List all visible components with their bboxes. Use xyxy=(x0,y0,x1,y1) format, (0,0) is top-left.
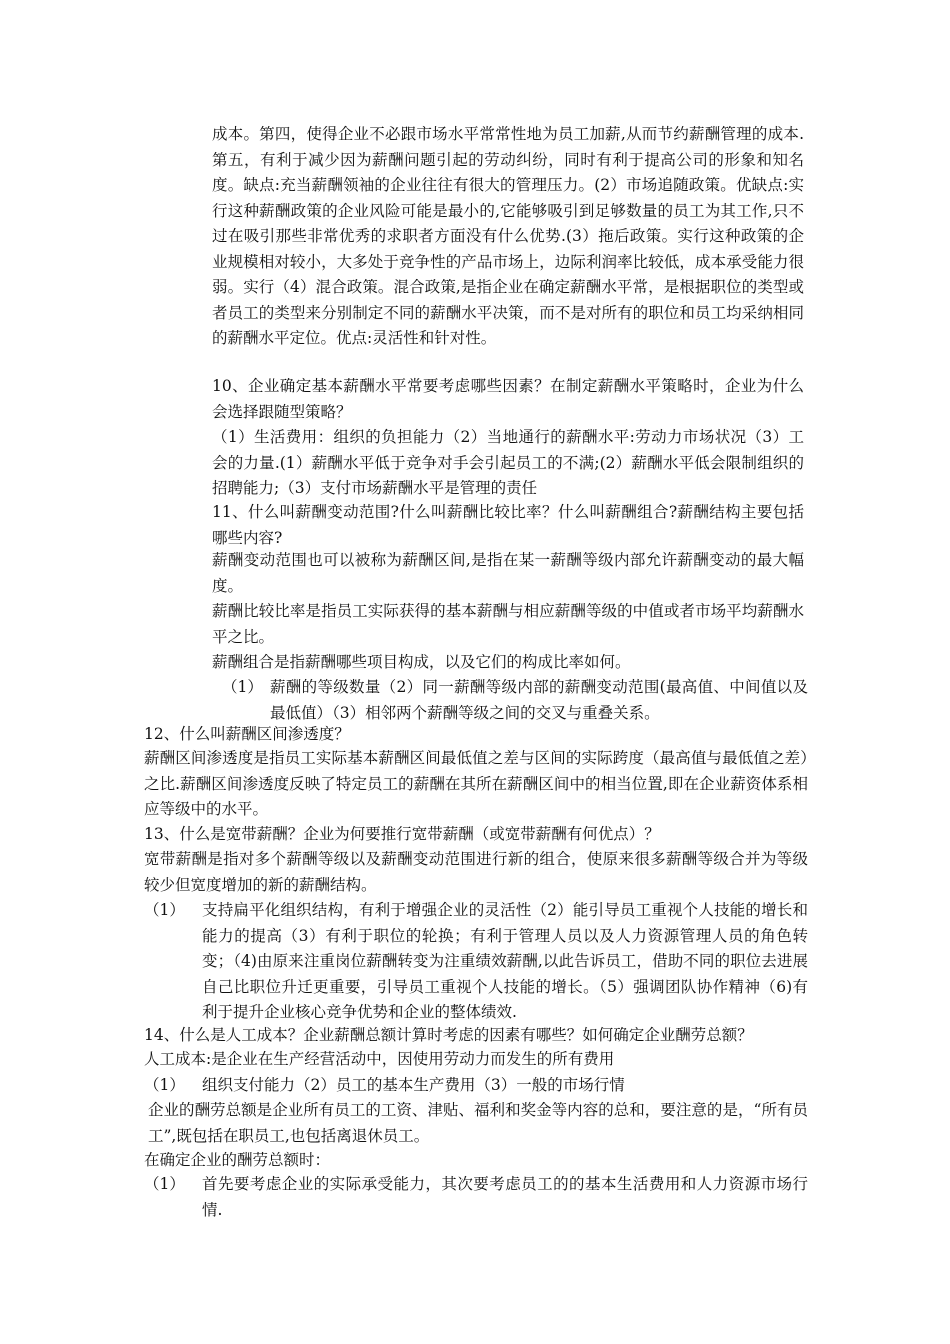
question-11: 11、什么叫薪酬变动范围?什么叫薪酬比较比率？什么叫薪酬组合?薪酬结构主要包括哪些内容? xyxy=(212,503,804,547)
answer-12: 薪酬区间渗透度是指员工实际基本薪酬区间最低值之差与区间的实际跨度（最高值与最低值之差）之比.薪酬区间渗透度反映了特定员工的薪酬在其所在薪酬区间中的相当位置,即在企业薪资体系相应等级中的水平。 xyxy=(144,749,808,818)
answer-14-list-item-1 xyxy=(144,1073,808,1099)
answer-13: 宽带薪酬是指对多个薪酬等级以及薪酬变动范围进行新的组合，使原来很多薪酬等级合并为等级较少但宽度增加的新的薪酬结构。 xyxy=(144,850,808,894)
question-13: 13、什么是宽带薪酬？企业为何要推行宽带薪酬（或宽带薪酬有何优点）？ xyxy=(144,825,660,843)
answer-14-total-pay: 企业的酬劳总额是企业所有员工的工资、津贴、福利和奖金等内容的总和，要注意的是，“所有员工”,既包括在职员工,也包括离退休员工。 xyxy=(148,1101,808,1145)
question-10: 10、企业确定基本薪酬水平常要考虑哪些因素？在制定薪酬水平策略时，企业为什么会选择跟随型策略？ xyxy=(212,377,804,421)
list-marker: （1） xyxy=(144,1076,185,1094)
list-marker: （1） xyxy=(144,1175,185,1193)
answer-13-list-item xyxy=(144,898,808,1026)
answer-14-list-item-2 xyxy=(144,1172,808,1224)
list-marker: （1） xyxy=(222,678,263,696)
list-marker: （1） xyxy=(144,901,185,919)
list-item-text: 薪酬的等级数量（2）同一薪酬等级内部的薪酬变动范围(最高值、中间值以及最低值）（3）相邻两个薪酬等级之间的交叉与重叠关系。 xyxy=(270,678,808,722)
answer-11-pay-range: 薪酬变动范围也可以被称为薪酬区间,是指在某一薪酬等级内部允许薪酬变动的最大幅度。 xyxy=(212,551,804,595)
question-12: 12、什么叫薪酬区间渗透度？ xyxy=(144,725,350,743)
answer-11-compa-ratio: 薪酬比较比率是指员工实际获得的基本薪酬与相应薪酬等级的中值或者市场平均薪酬水平之比。 xyxy=(212,602,804,646)
answer-11-list-item xyxy=(222,675,808,727)
answer-10: （1）生活费用：组织的负担能力（2）当地通行的薪酬水平:劳动力市场状况（3）工会的力量.(1）薪酬水平低于竞争对手会引起员工的不满;(2）薪酬水平低会限制组织的招聘能力;（3）支付市场薪酬水平是管理的责任 xyxy=(212,428,804,497)
answer-14-labor-cost: 人工成本:是企业在生产经营活动中，因使用劳动力而发生的所有费用 xyxy=(144,1050,615,1068)
paragraph-pay-policy-continued: 成本。第四，使得企业不必跟市场水平常常性地为员工加薪,从而节约薪酬管理的成本.第五，有利于减少因为薪酬问题引起的劳动纠纷，同时有利于提高公司的形象和知名度。缺点:充当薪酬领袖的企业往往有很大的管理压力。(2）市场追随政策。优缺点:实行这种薪酬政策的企业风险可能是最小的,它能够吸引到足够数量的员工为其工作,只不过在吸引那些非常优秀的求职者方面没有什么优势.(3）拖后政策。实行这种政策的企业规模相对较小，大多处于竞争性的产品市场上，边际利润率比较低，成本承受能力很弱。实行（4）混合政策。混合政策,是指企业在确定薪酬水平常，是根据职位的类型或者员工的类型来分别制定不同的薪酬水平决策，而不是对所有的职位和员工均采纳相同的薪酬水平定位。优点:灵活性和针对性。 xyxy=(212,125,804,347)
question-14: 14、什么是人工成本？企业薪酬总额计算时考虑的因素有哪些？如何确定企业酬劳总额？ xyxy=(144,1026,753,1044)
answer-14-determine-intro: 在确定企业的酬劳总额时： xyxy=(144,1151,331,1169)
list-item-text: 组织支付能力（2）员工的基本生产费用（3）一般的市场行情 xyxy=(202,1076,625,1094)
list-item-text: 支持扁平化组织结构，有利于增强企业的灵活性（2）能引导员工重视个人技能的增长和能力的提高（3）有利于职位的轮换；有利于管理人员以及人力资源管理人员的角色转变；（4)由原来注重岗位薪酬转变为注重绩效薪酬,以此告诉员工，借助不同的职位去进展自己比职位升迁更重要，引导员工重视个人技能的增长。（5）强调团队协作精神（6)有利于提升企业核心竞争优势和企业的整体绩效. xyxy=(202,901,808,1021)
list-item-text: 首先要考虑企业的实际承受能力，其次要考虑员工的的基本生活费用和人力资源市场行情. xyxy=(202,1175,808,1219)
answer-11-pay-mix: 薪酬组合是指薪酬哪些项目构成，以及它们的构成比率如何。 xyxy=(212,653,631,671)
